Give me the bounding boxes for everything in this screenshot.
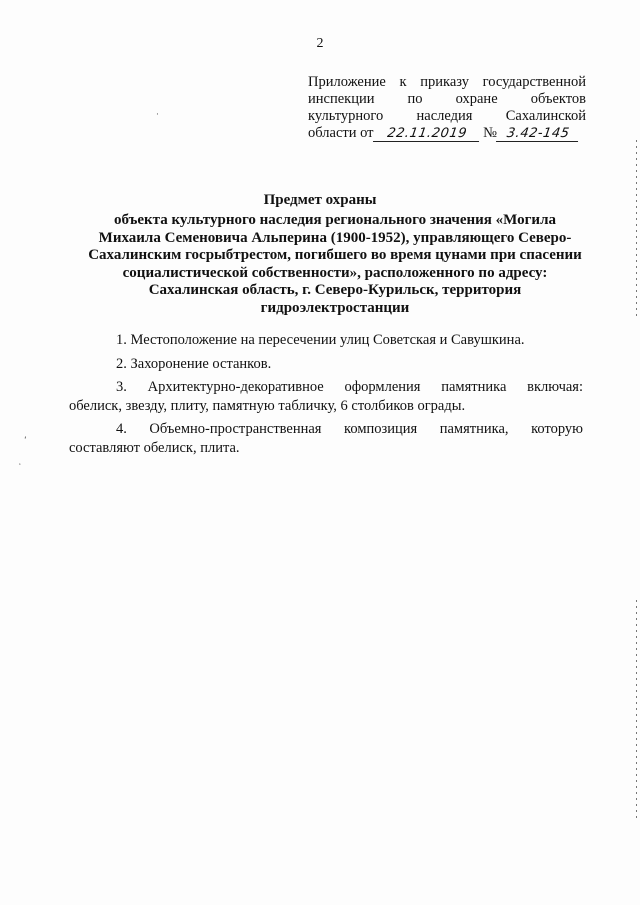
appendix-line-1: Приложение к приказу государственной (308, 74, 586, 90)
list-item (69, 355, 583, 374)
appendix-line-4 (308, 125, 586, 142)
list-item (69, 378, 583, 415)
item-text: 4. Объемно-пространственная композиция памятника, которую (116, 421, 583, 437)
handwritten-date: 22.11.2019 (372, 127, 480, 142)
page-number: 2 (316, 36, 324, 51)
protection-items-list (69, 331, 583, 462)
appendix-date-prefix: области от (308, 125, 374, 141)
appendix-header (308, 74, 586, 142)
list-item (69, 331, 583, 350)
list-item (69, 420, 583, 457)
number-sign: № (483, 125, 497, 141)
subtitle-line: социалистической собственности», расположенного по адресу: (122, 264, 548, 281)
subtitle-line: Сахалинская область, г. Северо-Курильск, территория (148, 282, 522, 299)
item-text-continuation: составляют обелиск, плита. (69, 439, 240, 456)
item-text: 1. Местоположение на пересечении улиц Советская и Савушкина. (116, 332, 525, 348)
subtitle-line: объекта культурного наследия регионального значения «Могила (114, 212, 556, 228)
scan-edge (636, 140, 637, 320)
item-text-continuation: обелиск, звезду, плиту, памятную табличку, 6 столбиков ограды. (69, 397, 466, 414)
appendix-line-2: инспекции по охране объектов (308, 91, 586, 107)
document-title: Предмет охраны (263, 192, 377, 208)
appendix-line-3: культурного наследия Сахалинской (308, 108, 586, 124)
document-subtitle (70, 212, 600, 318)
scan-speck: ʻ (24, 436, 27, 446)
item-text: 2. Захоронение останков. (116, 355, 272, 372)
item-text: 3. Архитектурно-декоративное оформления памятника включая: (116, 379, 583, 395)
subtitle-line: Михаила Семеновича Альперина (1900-1952), управляющего Северо- (98, 229, 572, 246)
scan-edge (636, 600, 637, 820)
subtitle-line: Сахалинским госрыбтрестом, погибшего во время цунами при спасении (88, 247, 582, 264)
handwritten-order-number: 3.42-145 (496, 127, 580, 142)
scan-speck: · (156, 110, 159, 120)
subtitle-line: гидроэлектростанции (260, 299, 410, 316)
